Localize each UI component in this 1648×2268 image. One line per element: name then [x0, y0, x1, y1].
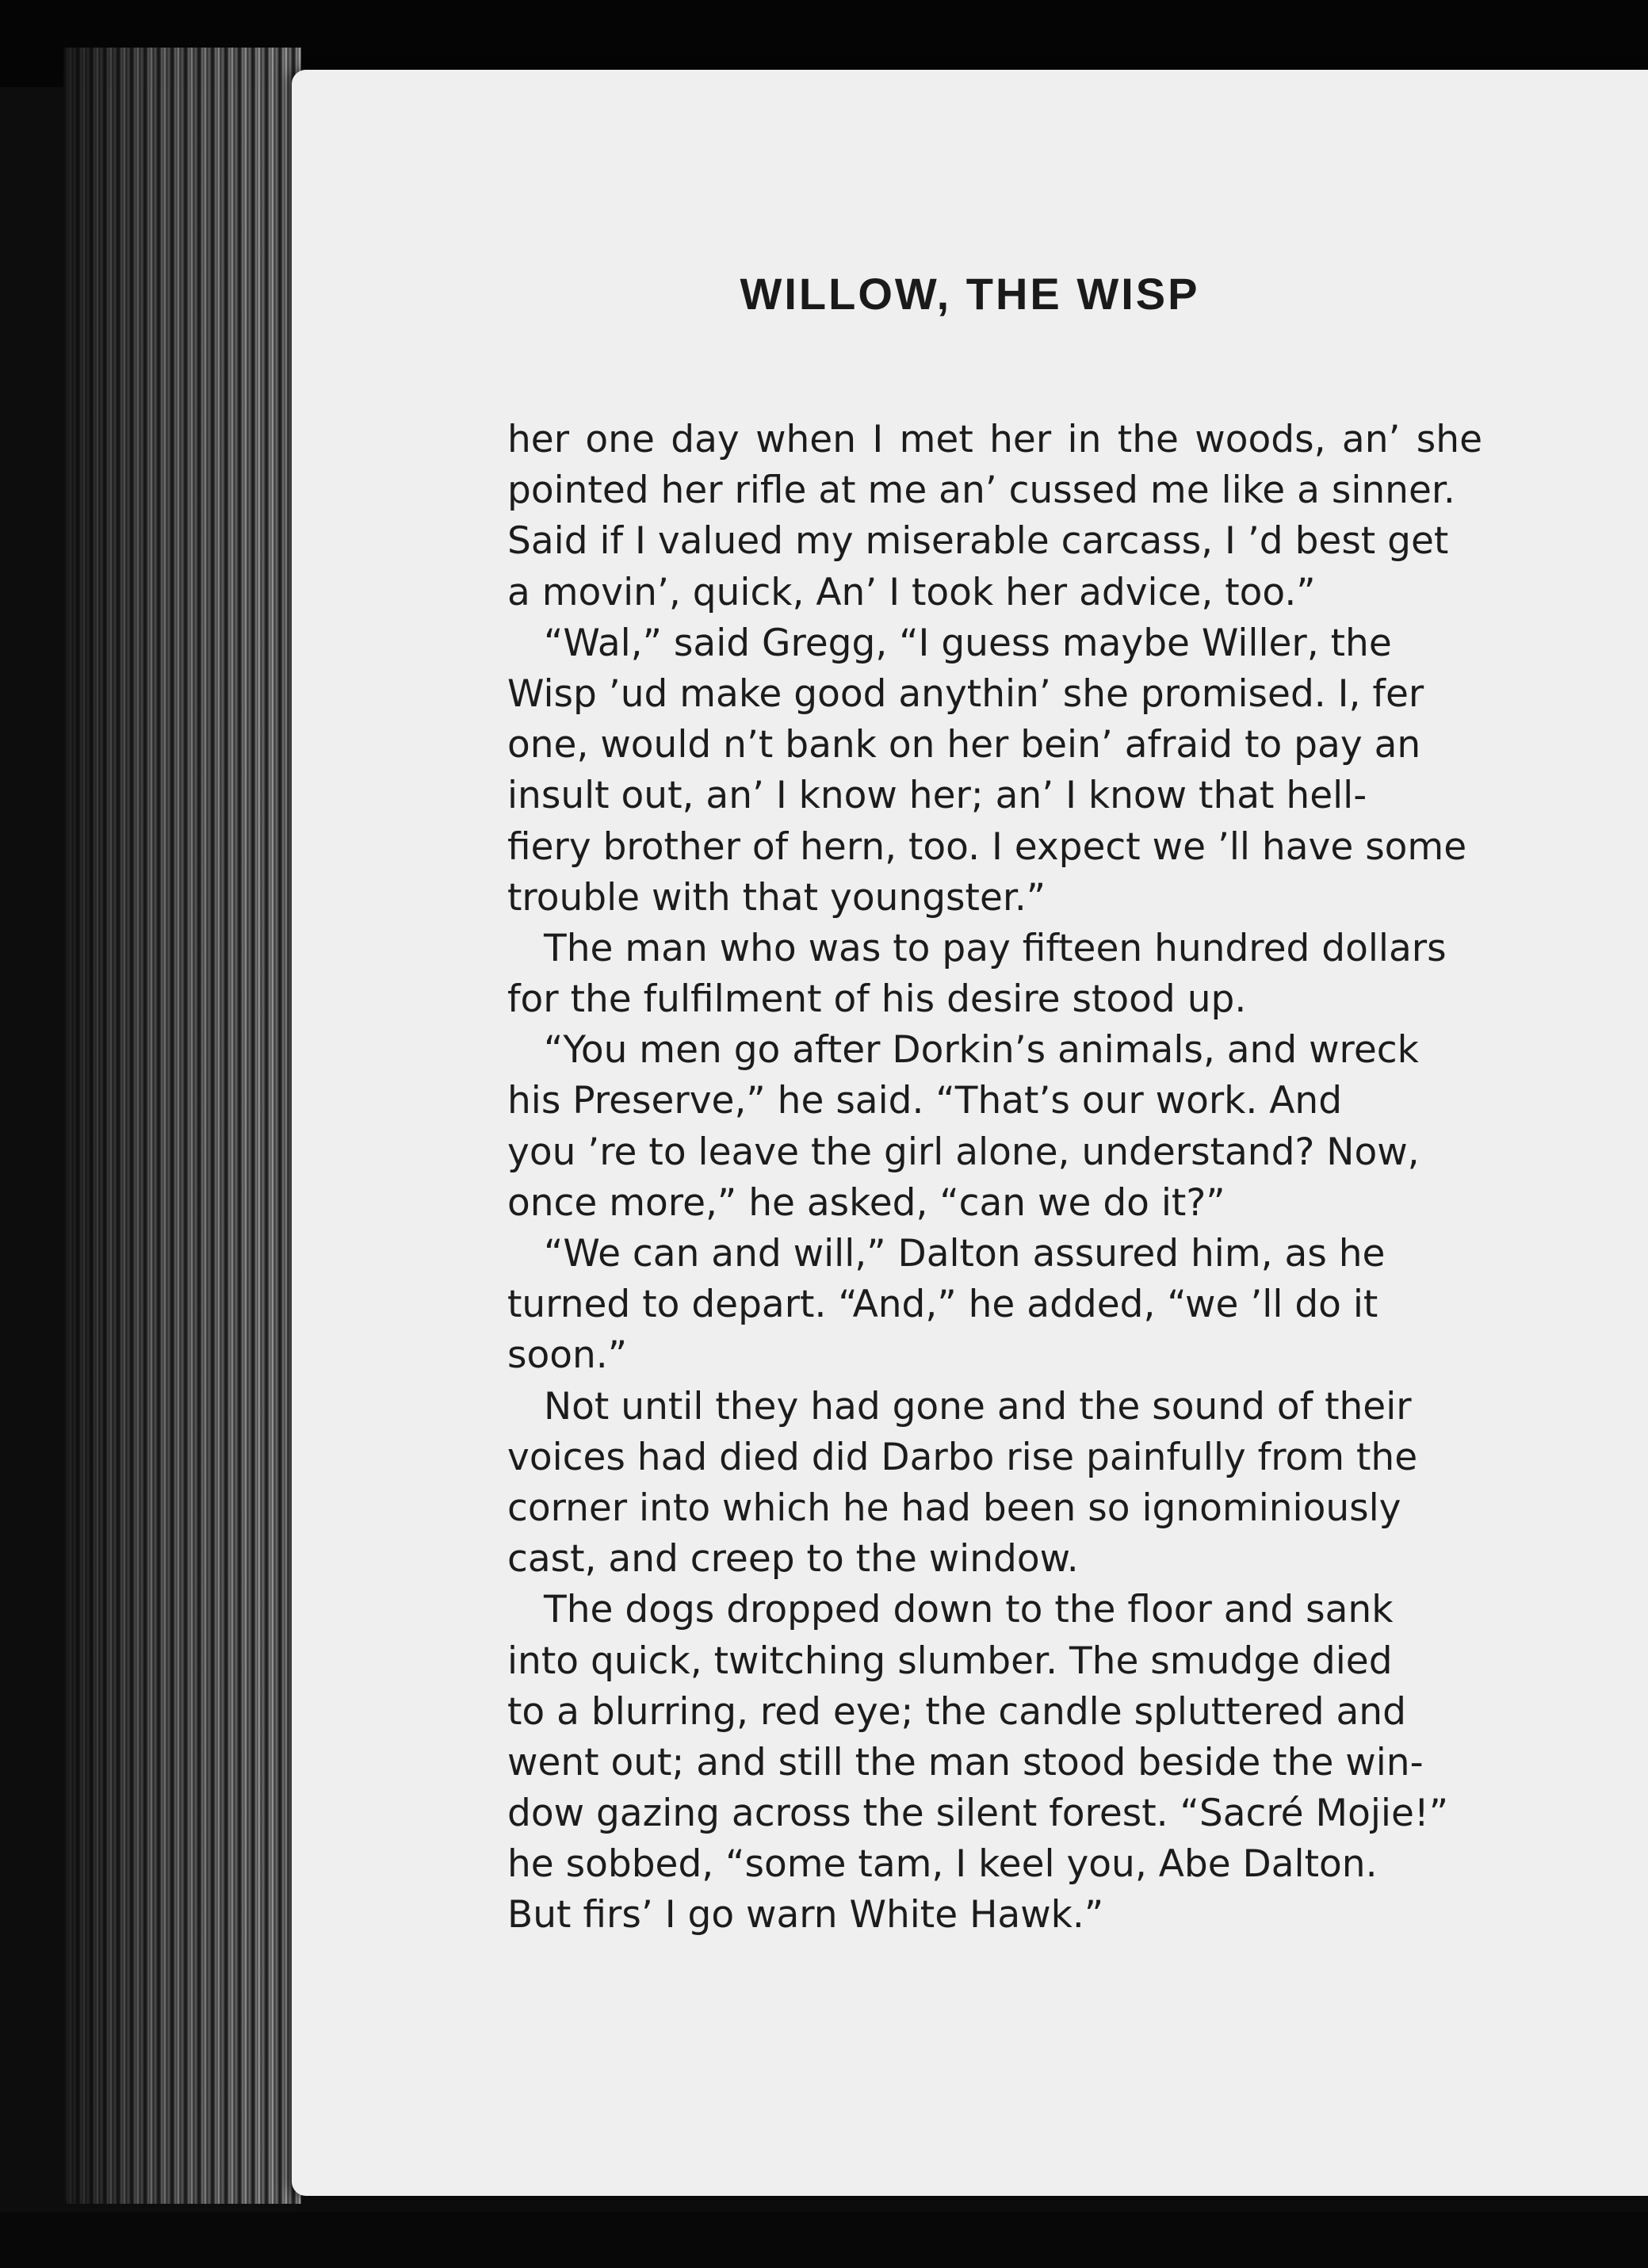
- text-line: But firs’ I go warn White Hawk.”: [507, 1893, 1104, 1937]
- text-line: “Wal,” said Gregg, “I guess maybe Willer, the: [544, 621, 1392, 665]
- text-line: into quick, twitching slumber. The smudge died: [507, 1639, 1393, 1683]
- text-line: “You men go after Dorkin’s animals, and wreck: [544, 1028, 1419, 1073]
- text-line: Wisp ’ud make good anythin’ she promised. I, fer: [507, 671, 1424, 716]
- text-line: trouble with that youngster.”: [507, 875, 1046, 920]
- text-line: The man who was to pay fifteen hundred dollars: [544, 926, 1447, 970]
- text-line: cast, and creep to the window.: [507, 1537, 1079, 1581]
- text-line: “We can and will,” Dalton assured him, as he: [544, 1232, 1386, 1276]
- text-line: corner into which he had been so ignominiously: [507, 1486, 1401, 1530]
- running-head: WILLOW, THE WISP: [740, 269, 1200, 319]
- text-line: pointed her rifle at me an’ cussed me like a sinner.: [507, 469, 1455, 513]
- text-line: dow gazing across the silent forest. “Sacré Mojie!”: [507, 1792, 1449, 1836]
- book-page: [292, 70, 1648, 2196]
- text-line: he sobbed, “some tam, I keel you, Abe Dalton.: [507, 1842, 1378, 1887]
- body-text: [507, 415, 1482, 1941]
- text-line: one, would n’t bank on her bein’ afraid to pay an: [507, 723, 1421, 767]
- text-line: his Preserve,” he said. “That’s our work. And: [507, 1079, 1343, 1123]
- text-line: soon.”: [507, 1333, 628, 1378]
- text-line: went out; and still the man stood beside the win-: [507, 1740, 1424, 1784]
- text-line: Not until they had gone and the sound of their: [544, 1384, 1412, 1428]
- book-edge-shadow: [63, 48, 301, 2204]
- text-line: for the fulfilment of his desire stood up.: [507, 977, 1247, 1022]
- text-line: voices had died did Darbo rise painfully from the: [507, 1435, 1418, 1479]
- text-line: once more,” he asked, “can we do it?”: [507, 1180, 1225, 1225]
- text-line: you ’re to leave the girl alone, understand? Now,: [507, 1130, 1420, 1174]
- text-line: to a blurring, red eye; the candle spluttered and: [507, 1689, 1406, 1734]
- text-line: a movin’, quick, An’ I took her advice, too.”: [507, 570, 1316, 614]
- text-line: turned to depart. “And,” he added, “we ’ll do it: [507, 1283, 1378, 1327]
- text-line: The dogs dropped down to the floor and sank: [544, 1588, 1394, 1632]
- text-line: fiery brother of hern, too. I expect we ’ll have some: [507, 824, 1467, 869]
- text-line: Said if I valued my miserable carcass, I ’d best get: [507, 519, 1449, 564]
- text-line: her one day when I met her in the woods, an’ she: [507, 418, 1482, 461]
- scan-bottom-border: [0, 2212, 1648, 2268]
- text-line: insult out, an’ I know her; an’ I know that hell-: [507, 774, 1367, 818]
